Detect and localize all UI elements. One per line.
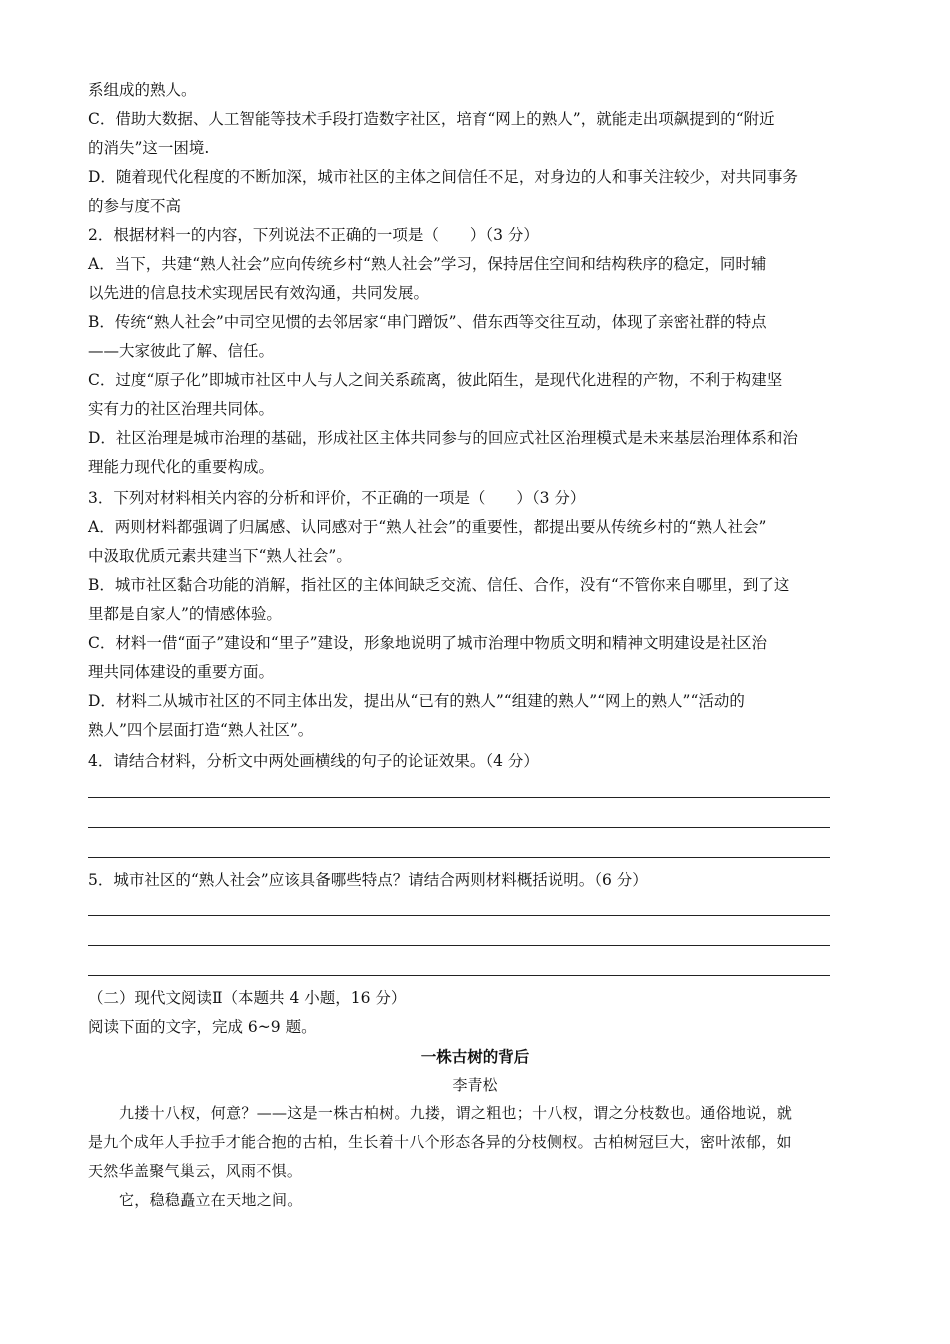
q5-stem: 5．城市社区的“熟人社会”应该具备哪些特点？请结合两则材料概括说明。（6 分） bbox=[88, 871, 648, 889]
q3-option-c-line-1: C．材料一借“面子”建设和“里子”建设，形象地说明了城市治理中物质文明和精神文明建设是社区治 bbox=[88, 634, 768, 652]
q3-stem: 3．下列对材料相关内容的分析和评价，不正确的一项是（ ）（3 分） bbox=[88, 489, 586, 507]
q5-answer-line-3[interactable] bbox=[88, 975, 830, 976]
q4-answer-line-3[interactable] bbox=[88, 857, 830, 858]
story-para-1-line-1: 九搂十八杈，何意？——这是一株古柏树。九搂，谓之粗也；十八杈，谓之分枝数也。通俗地说，就 bbox=[119, 1104, 793, 1122]
question-1-tail bbox=[88, 76, 860, 221]
q2-stem: 2．根据材料一的内容，下列说法不正确的一项是（ ）（3 分） bbox=[88, 226, 539, 244]
q3-option-a-line-1: A．两则材料都强调了归属感、认同感对于“熟人社会”的重要性，都提出要从传统乡村的“熟人社会” bbox=[88, 518, 767, 536]
q2-option-a-line-1: A．当下，共建“熟人社会”应向传统乡村“熟人社会”学习，保持居住空间和结构秩序的稳定，同时辅 bbox=[88, 255, 767, 273]
q2-option-b-line-1: B．传统“熟人社会”中司空见惯的去邻居家“串门蹭饭”、借东西等交往互动，体现了亲密社群的特点 bbox=[88, 313, 767, 331]
question-5 bbox=[88, 866, 860, 895]
q2-option-a-line-2: 以先进的信息技术实现居民有效沟通，共同发展。 bbox=[88, 284, 430, 302]
q4-answer-line-2[interactable] bbox=[88, 827, 830, 828]
q2-option-d-line-2: 理能力现代化的重要构成。 bbox=[88, 458, 275, 476]
question-3 bbox=[88, 484, 860, 745]
q5-answer-line-2[interactable] bbox=[88, 945, 830, 946]
q2-option-d-line-1: D．社区治理是城市治理的基础，形成社区主体共同参与的回应式社区治理模式是未来基层治理体系和治 bbox=[88, 429, 798, 447]
q1-option-d-line-1: D．随着现代化程度的不断加深，城市社区的主体之间信任不足，对身边的人和事关注较少，对共同事务 bbox=[88, 168, 798, 186]
story-para-2: 它，稳稳矗立在天地之间。 bbox=[119, 1191, 303, 1209]
q3-option-b-line-1: B．城市社区黏合功能的消解，指社区的主体间缺乏交流、信任、合作，没有“不管你来自哪里，到了这 bbox=[88, 576, 790, 594]
q4-stem: 4．请结合材料，分析文中两处画横线的句子的论证效果。（4 分） bbox=[88, 752, 539, 770]
q5-answer-line-1[interactable] bbox=[88, 915, 830, 916]
section-2-instruction: 阅读下面的文字，完成 6~9 题。 bbox=[88, 1018, 317, 1036]
q3-option-c-line-2: 理共同体建设的重要方面。 bbox=[88, 663, 275, 681]
story-para-1-line-2: 是九个成年人手拉手才能合抱的古柏，生长着十八个形态各异的分枝侧杈。古柏树冠巨大，密叶浓郁，如 bbox=[88, 1133, 792, 1151]
section-2-header bbox=[88, 984, 860, 1042]
story-title: 一株古树的背后 bbox=[420, 1047, 530, 1066]
q2-option-b-line-2: ——大家彼此了解、信任。 bbox=[88, 342, 275, 360]
q1-option-d-line-2: 的参与度不高 bbox=[88, 197, 182, 215]
section-2-heading: （二）现代文阅读Ⅱ（本题共 4 小题，16 分） bbox=[88, 989, 407, 1007]
q3-option-d-line-1: D．材料二从城市社区的不同主体出发，提出从“已有的熟人”“组建的熟人”“网上的熟人”“活动的 bbox=[88, 692, 745, 710]
q3-option-d-line-2: 熟人”四个层面打造“熟人社区”。 bbox=[88, 721, 314, 739]
q3-option-b-line-2: 里都是自家人”的情感体验。 bbox=[88, 605, 282, 623]
question-4 bbox=[88, 747, 860, 776]
option-b-tail: 系组成的熟人。 bbox=[88, 81, 197, 99]
q2-option-c-line-2: 实有力的社区治理共同体。 bbox=[88, 400, 275, 418]
q4-answer-line-1[interactable] bbox=[88, 797, 830, 798]
question-2 bbox=[88, 221, 860, 482]
q1-option-c-line-2: 的消失”这一困境. bbox=[88, 139, 210, 157]
story-author: 李青松 bbox=[452, 1076, 498, 1094]
q3-option-a-line-2: 中汲取优质元素共建当下“熟人社会”。 bbox=[88, 547, 352, 565]
q1-option-c-line-1: C．借助大数据、人工智能等技术手段打造数字社区，培育“网上的熟人”，就能走出项飙提到的“附近 bbox=[88, 110, 775, 128]
story-para-1-line-3: 天然华盖聚气巢云，风雨不惧。 bbox=[88, 1162, 303, 1180]
q2-option-c-line-1: C．过度“原子化”即城市社区中人与人之间关系疏离，彼此陌生，是现代化进程的产物，不利于构建坚 bbox=[88, 371, 783, 389]
story-body bbox=[88, 1099, 860, 1215]
